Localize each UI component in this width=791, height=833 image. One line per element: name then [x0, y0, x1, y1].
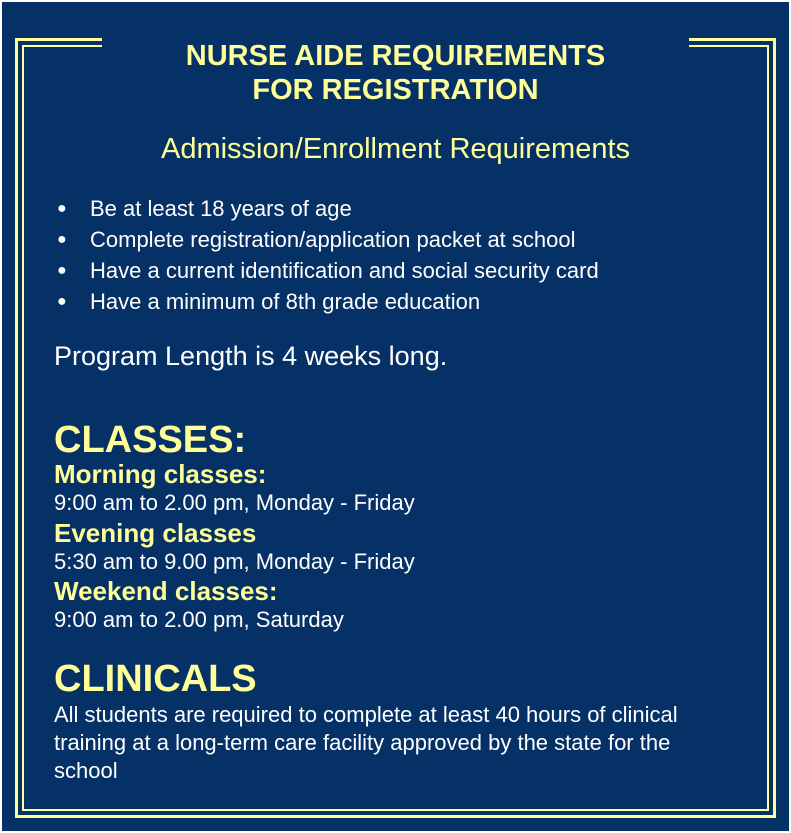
class-name: Weekend classes:: [54, 576, 278, 606]
requirements-list: [52, 193, 599, 317]
list-item: [52, 255, 599, 286]
requirement-text: Be at least 18 years of age: [90, 196, 352, 221]
clinicals-text: All students are required to complete at least 40 hours of clinical training at a long-term care facility approved by the state for the school: [54, 702, 678, 783]
page-title: [2, 39, 789, 107]
list-item: [52, 224, 599, 255]
requirement-text: Complete registration/application packet at school: [90, 227, 576, 252]
class-time: 5:30 am to 9.00 pm, Monday - Friday: [54, 549, 415, 574]
class-morning: [54, 459, 415, 517]
requirements-card: [2, 2, 789, 831]
class-name: Morning classes:: [54, 459, 267, 489]
class-evening: [54, 518, 415, 576]
clinicals-heading: CLINICALS: [54, 658, 257, 700]
class-time: 9:00 am to 2.00 pm, Saturday: [54, 607, 344, 632]
section-subtitle: Admission/Enrollment Requirements: [160, 133, 631, 165]
program-length: Program Length is 4 weeks long.: [54, 341, 448, 371]
class-weekend: [54, 576, 344, 634]
title-line-2: FOR REGISTRATION: [252, 74, 539, 106]
requirement-text: Have a current identification and social security card: [90, 258, 599, 283]
bullet-icon: ●: [57, 293, 67, 310]
list-item: [52, 286, 599, 317]
class-time: 9:00 am to 2.00 pm, Monday - Friday: [54, 490, 415, 515]
classes-heading: CLASSES:: [54, 419, 247, 461]
bullet-icon: ●: [57, 200, 67, 217]
class-name: Evening classes: [54, 518, 257, 548]
bullet-icon: ●: [57, 262, 67, 279]
bullet-icon: ●: [57, 231, 67, 248]
requirement-text: Have a minimum of 8th grade education: [90, 289, 481, 314]
title-line-1: NURSE AIDE REQUIREMENTS: [185, 40, 606, 72]
list-item: [52, 193, 599, 224]
